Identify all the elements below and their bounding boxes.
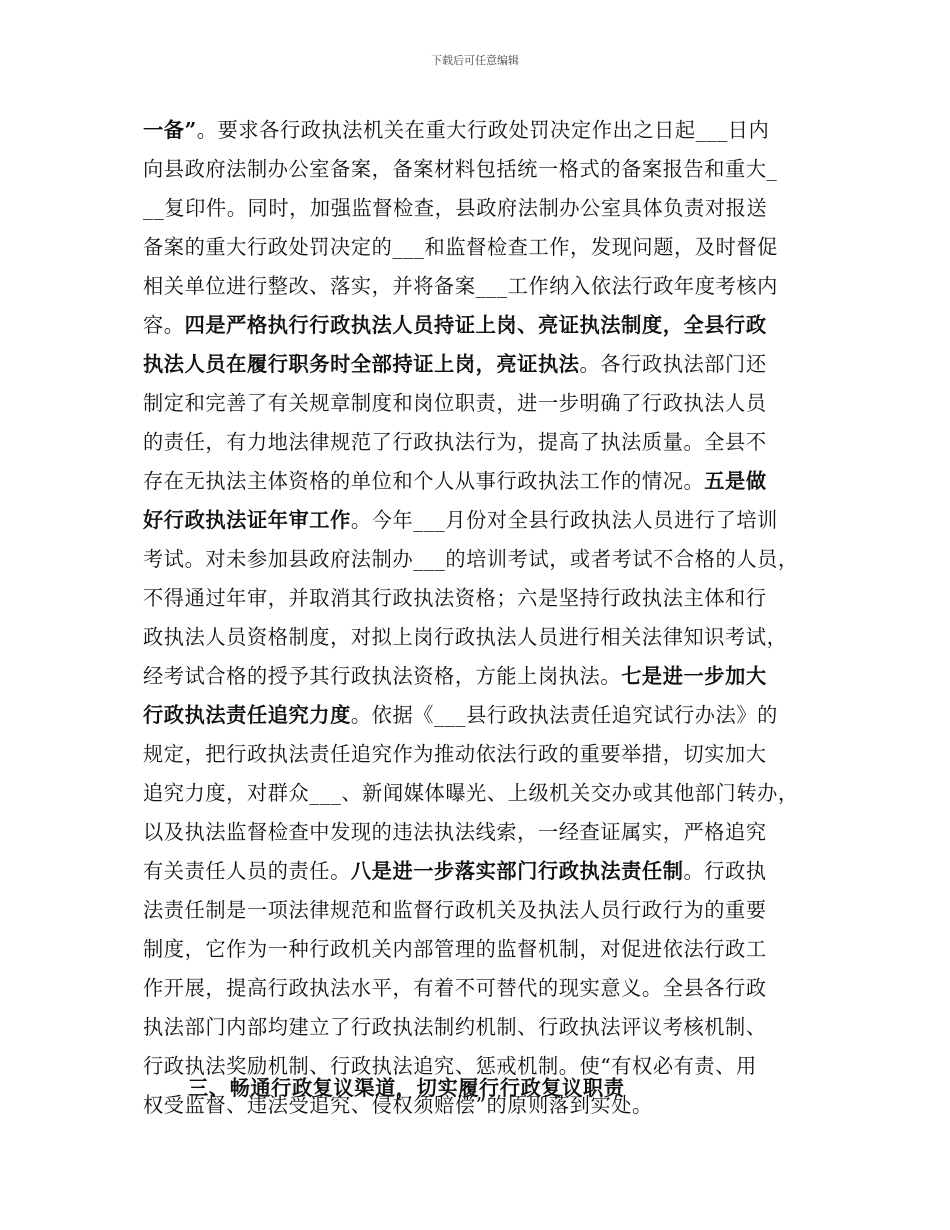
text-run: 规定，把行政执法责任追究作为推动依法行政的重要举措，切实加大 [143, 742, 767, 766]
text-line [143, 1008, 823, 1047]
body-text [143, 111, 823, 1125]
text-run: 政执法人员资格制度，对拟上岗行政执法人员进行相关法律知识考试， [143, 625, 788, 649]
text-run: 存在无执法主体资格的单位和个人从事行政执法工作的情况。 [143, 469, 705, 493]
bold-text-run: 五是做 [704, 469, 767, 493]
bold-text-run: 四是严格执行行政执法人员持证上岗、亮证执法制度，全县行政 [184, 313, 767, 337]
text-line [143, 306, 823, 345]
text-run: 容。 [143, 313, 185, 337]
text-run: 。依据《___县行政执法责任追究试行办法》的 [350, 703, 778, 727]
bold-text-run: 七是进一步加大 [621, 664, 767, 688]
text-line [143, 384, 823, 423]
text-run: 。今年___月份对全县行政执法人员进行了培训 [350, 508, 778, 532]
text-run: 相关单位进行整改、落实，并将备案___工作纳入依法行政年度考核内 [143, 274, 778, 298]
text-line [143, 774, 823, 813]
text-run: 向县政府法制办公室备案，备案材料包括统一格式的备案报告和重大_ [143, 157, 778, 181]
text-run: 制定和完善了有关规章制度和岗位职责，进一步明确了行政执法人员 [143, 391, 767, 415]
text-line [143, 423, 823, 462]
text-line [143, 189, 823, 228]
text-line [143, 969, 823, 1008]
text-run: 作开展，提高行政执法水平，有着不可替代的现实意义。全县各行政 [143, 976, 767, 1000]
text-run: 备案的重大行政处罚决定的___和监督检查工作，发现问题，及时督促 [143, 235, 778, 259]
bold-text-run: 行政执法责任追究力度 [143, 703, 351, 727]
text-run: 的责任，有力地法律规范了行政执法行为，提高了执法质量。全县不 [143, 430, 767, 454]
text-line [143, 462, 823, 501]
text-line [143, 540, 823, 579]
text-run: 。行政执 [683, 859, 767, 883]
text-line [143, 657, 823, 696]
text-line [143, 852, 823, 891]
text-line [143, 228, 823, 267]
text-run: 以及执法监督检查中发现的违法执法线索，一经查证属实，严格追究 [143, 820, 767, 844]
text-line [143, 267, 823, 306]
text-line [143, 111, 823, 150]
text-run: 不得通过年审，并取消其行政执法资格；六是坚持行政执法主体和行 [143, 586, 767, 610]
bold-text-run: 好行政执法证年审工作 [143, 508, 351, 532]
bold-text-run: 执法人员在履行职务时全部持证上岗，亮证执法 [143, 352, 580, 376]
text-run: 权受监督、违法受追究、侵权须赔偿”的原则落到实处。 [143, 1093, 653, 1117]
text-run: 执法部门内部均建立了行政执法制约机制、行政执法评议考核机制、 [143, 1015, 767, 1039]
text-line [143, 813, 823, 852]
text-run: __复印件。同时，加强监督检查，县政府法制办公室具体负责对报送 [143, 196, 768, 220]
text-run: 制度，它作为一种行政机关内部管理的监督机制，对促进依法行政工 [143, 937, 767, 961]
text-run: 。要求各行政执法机关在重大行政处罚决定作出之日起___日内 [196, 118, 770, 142]
text-run: 。各行政执法部门还 [579, 352, 767, 376]
text-line [143, 891, 823, 930]
text-run: 考试。对未参加县政府法制办___的培训考试，或者考试不合格的人员， [143, 547, 799, 571]
text-line [143, 150, 823, 189]
section-heading: 三、畅通行政复议渠道，切实履行行政复议职责 [188, 1076, 625, 1100]
text-line [143, 735, 823, 774]
text-line [143, 930, 823, 969]
page-header: 下载后可任意编辑 [431, 54, 519, 67]
text-line [143, 579, 823, 618]
bold-text-run: 八是进一步落实部门行政执法责任制 [350, 859, 684, 883]
text-run: 经考试合格的授予其行政执法资格，方能上岗执法。 [143, 664, 622, 688]
text-line [143, 696, 823, 735]
text-run: 行政执法奖励机制、行政执法追究、惩戒机制。使“有权必有责、用 [143, 1054, 757, 1078]
text-line [143, 345, 823, 384]
text-line [143, 618, 823, 657]
text-line [143, 501, 823, 540]
text-run: 有关责任人员的责任。 [143, 859, 351, 883]
text-run: 追究力度，对群众___、新闻媒体曝光、上级机关交办或其他部门转办， [143, 781, 799, 805]
bold-text-run: 一备” [143, 118, 197, 142]
text-run: 法责任制是一项法律规范和监督行政机关及执法人员行政行为的重要 [143, 898, 767, 922]
